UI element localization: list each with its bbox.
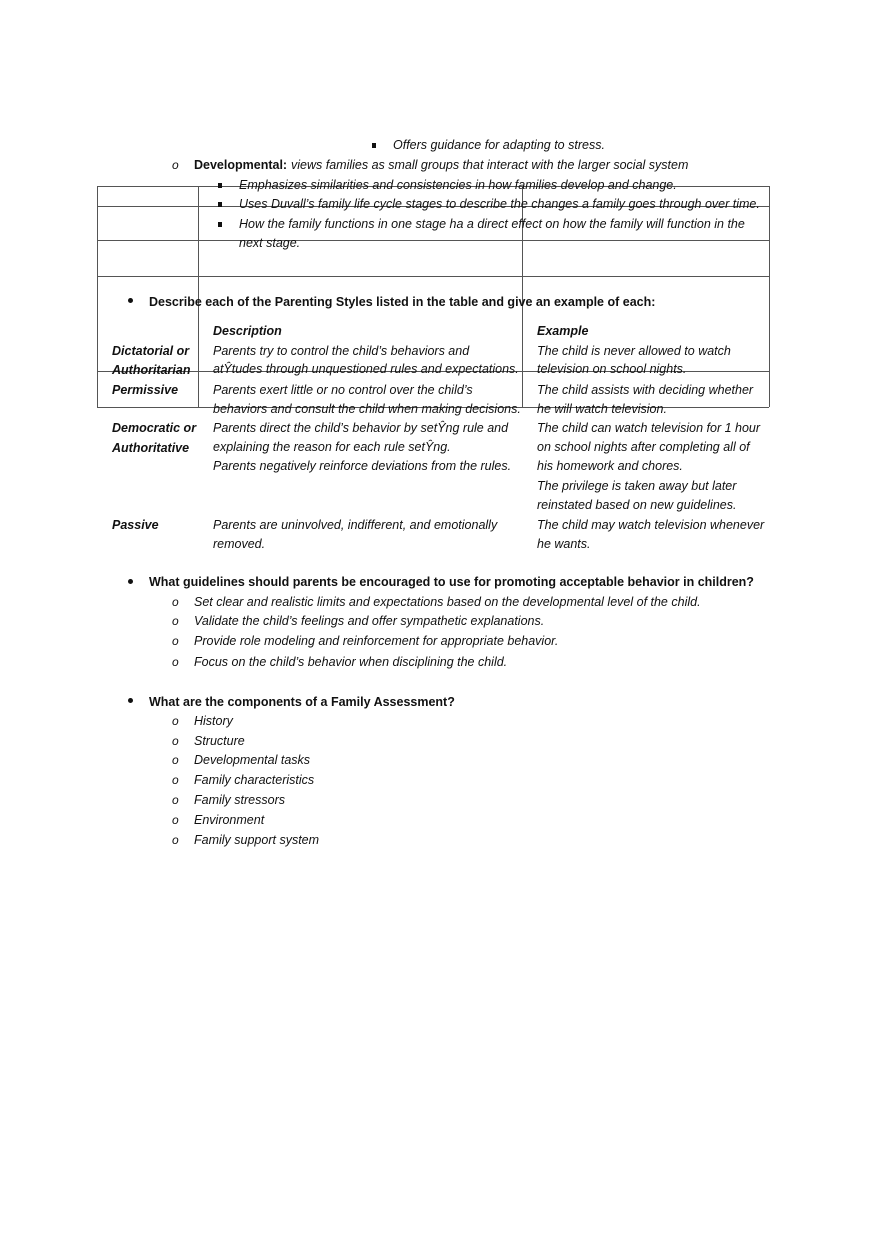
style-name: Passive bbox=[112, 518, 159, 532]
guideline-item: Validate the child’s feelings and offer sympathetic explanations. bbox=[194, 614, 545, 628]
circle-bullet-icon: o bbox=[172, 714, 179, 728]
guideline-item: Set clear and realistic limits and expectations based on the developmental level of the child. bbox=[194, 595, 701, 609]
assessment-item: Family support system bbox=[194, 833, 320, 847]
bullet-icon bbox=[128, 298, 133, 303]
stress-item: Offers guidance for adapting to stress. bbox=[393, 138, 605, 152]
square-bullet-icon bbox=[372, 143, 376, 148]
style-description: behaviors and consult the child when making decisions. bbox=[213, 402, 521, 416]
style-example: The child is never allowed to watch bbox=[537, 344, 731, 358]
style-example: television on school nights. bbox=[537, 362, 687, 376]
guidelines-question: What guidelines should parents be encouraged to use for promoting acceptable behavior in children? bbox=[149, 575, 754, 589]
style-description: Parents try to control the child’s behaviors and bbox=[213, 344, 470, 358]
square-bullet-icon bbox=[218, 222, 222, 227]
style-description: Parents are uninvolved, indifferent, and emotionally bbox=[213, 518, 498, 532]
style-name: Democratic or bbox=[112, 421, 197, 435]
style-example: his homework and chores. bbox=[537, 459, 683, 473]
style-description: Parents negatively reinforce deviations from the rules. bbox=[213, 459, 512, 473]
circle-bullet-icon: o bbox=[172, 813, 179, 827]
square-bullet-icon bbox=[218, 183, 222, 188]
circle-bullet-icon: o bbox=[172, 655, 179, 669]
style-example: reinstated based on new guidelines. bbox=[537, 498, 737, 512]
assessment-item: Family characteristics bbox=[194, 773, 315, 787]
bullet-icon bbox=[128, 579, 133, 584]
parenting-question: Describe each of the Parenting Styles listed in the table and give an example of each: bbox=[149, 295, 656, 309]
assessment-item: Developmental tasks bbox=[194, 753, 311, 767]
style-description: atŶtudes through unquestioned rules and expectations. bbox=[213, 362, 519, 376]
assessment-item: History bbox=[194, 714, 233, 728]
circle-bullet-icon: o bbox=[172, 773, 179, 787]
style-example: he wants. bbox=[537, 537, 591, 551]
style-example: The child can watch television for 1 hour bbox=[537, 421, 761, 435]
assessment-item: Structure bbox=[194, 734, 245, 748]
style-example: The child may watch television whenever bbox=[537, 518, 765, 532]
circle-bullet-icon: o bbox=[172, 614, 179, 628]
circle-bullet-icon: o bbox=[172, 793, 179, 807]
bullet-icon bbox=[128, 698, 133, 703]
dev-item: Uses Duvall’s family life cycle stages to describe the changes a family goes through over time. bbox=[239, 197, 760, 211]
style-description: explaining the reason for each rule setŶng. bbox=[213, 440, 451, 454]
dev-item: next stage. bbox=[239, 236, 301, 250]
table-line bbox=[97, 186, 98, 407]
style-name: Authoritarian bbox=[112, 363, 191, 377]
assessment-item: Family stressors bbox=[194, 793, 285, 807]
dev-item: How the family functions in one stage ha a direct effect on how the family will function in the bbox=[239, 217, 745, 231]
style-name: Authoritative bbox=[112, 441, 190, 455]
circle-bullet-icon: o bbox=[172, 595, 179, 609]
header-description: Description bbox=[213, 324, 282, 338]
style-description: Parents exert little or no control over the child’s bbox=[213, 383, 473, 397]
style-example: The privilege is taken away but later bbox=[537, 479, 737, 493]
style-example: The child assists with deciding whether bbox=[537, 383, 754, 397]
header-example: Example bbox=[537, 324, 589, 338]
circle-bullet-icon: o bbox=[172, 833, 179, 847]
circle-bullet-icon: o bbox=[172, 753, 179, 767]
assessment-item: Environment bbox=[194, 813, 265, 827]
square-bullet-icon bbox=[218, 202, 222, 207]
assessment-question: What are the components of a Family Assessment? bbox=[149, 695, 455, 709]
developmental-label: Developmental: bbox=[194, 158, 288, 172]
circle-bullet-icon: o bbox=[172, 634, 179, 648]
style-name: Permissive bbox=[112, 383, 179, 397]
table-line bbox=[769, 186, 770, 407]
style-example: he will watch television. bbox=[537, 402, 667, 416]
style-name: Dictatorial or bbox=[112, 344, 190, 358]
style-description: Parents direct the child’s behavior by setŶng rule and bbox=[213, 421, 509, 435]
circle-bullet-icon: o bbox=[172, 158, 179, 172]
developmental-text: views families as small groups that interact with the larger social system bbox=[291, 158, 689, 172]
circle-bullet-icon: o bbox=[172, 734, 179, 748]
dev-item: Emphasizes similarities and consistencies in how families develop and change. bbox=[239, 178, 677, 192]
style-description: removed. bbox=[213, 537, 266, 551]
guideline-item: Provide role modeling and reinforcement for appropriate behavior. bbox=[194, 634, 559, 648]
guideline-item: Focus on the child’s behavior when disciplining the child. bbox=[194, 655, 508, 669]
style-example: on school nights after completing all of bbox=[537, 440, 750, 454]
